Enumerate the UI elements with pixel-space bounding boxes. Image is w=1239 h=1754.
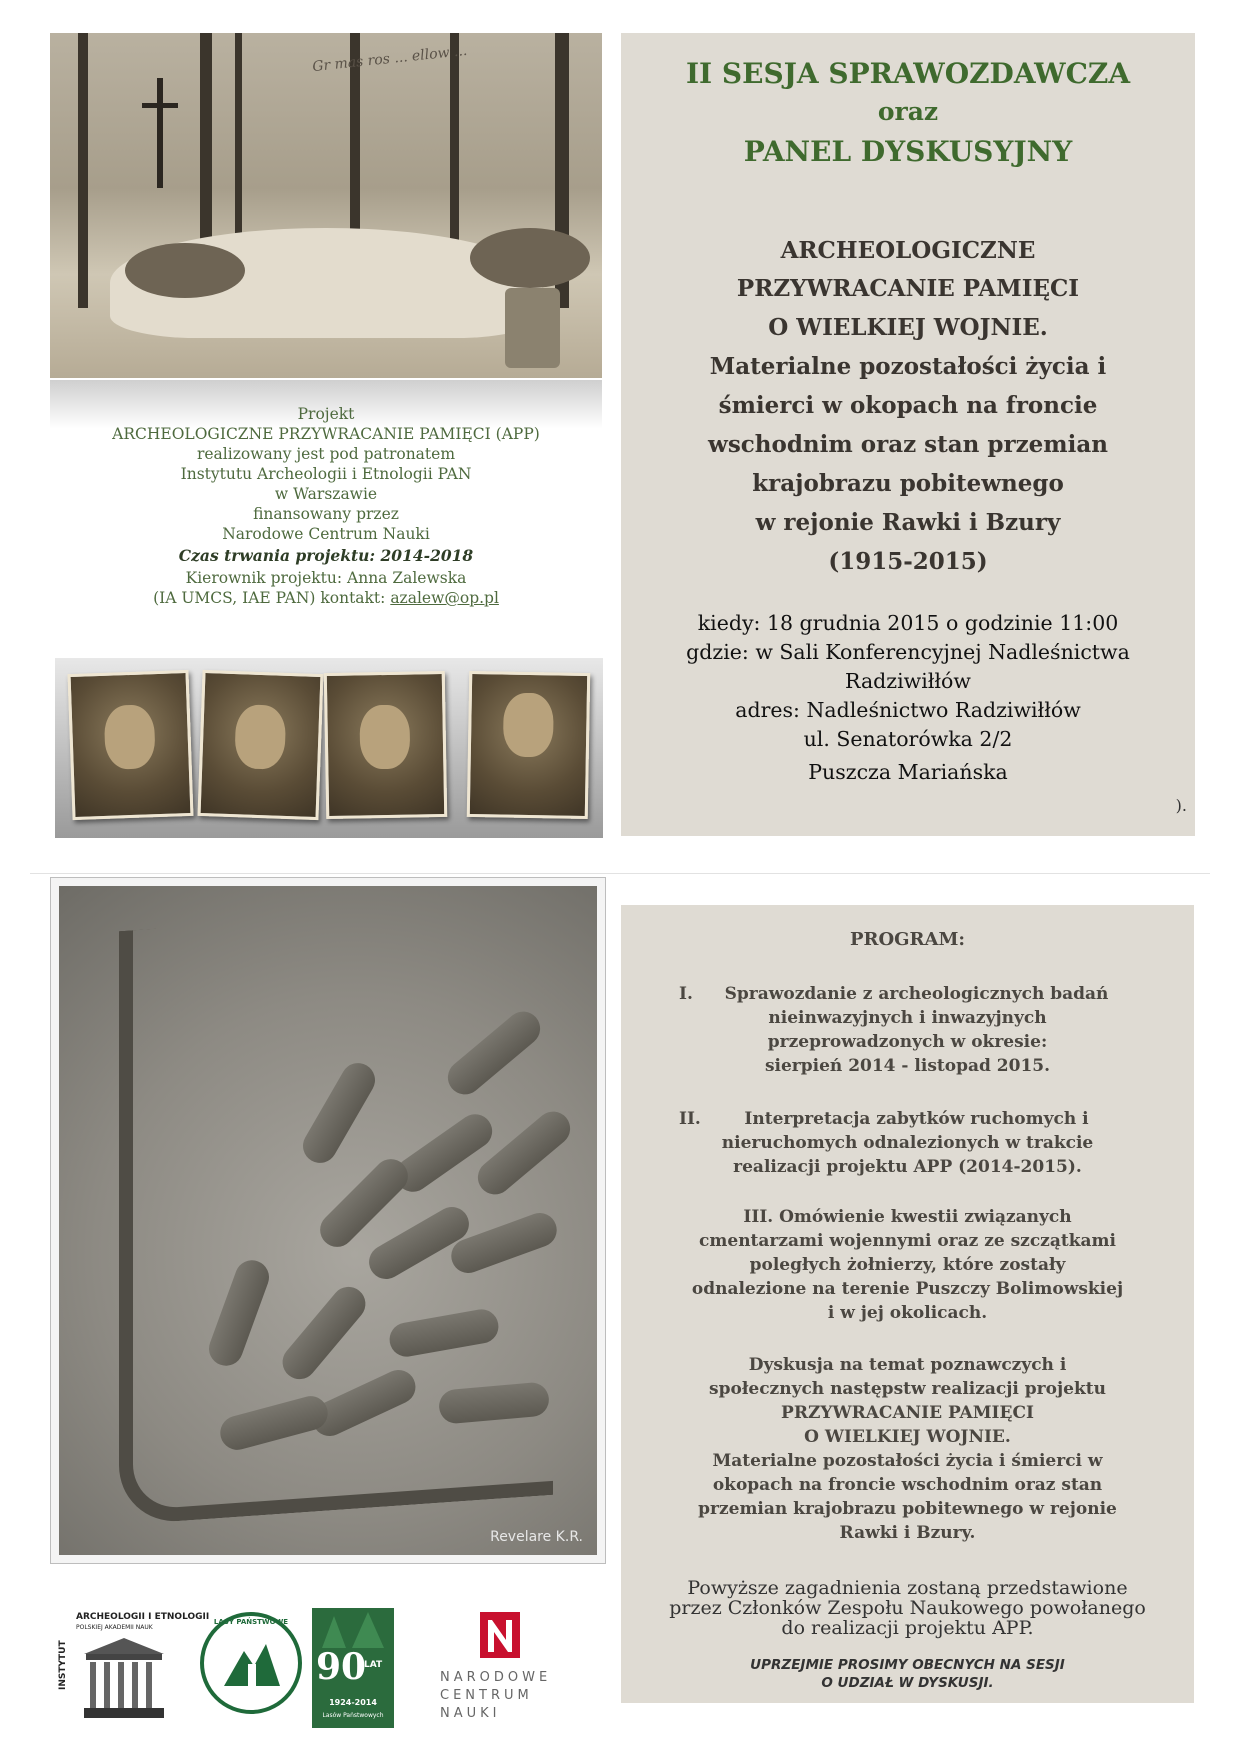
program-item-3-line: odnalezione na terenie Puszczy Bolimowskiej [691, 1279, 1124, 1299]
logo-text-vertical: INSTYTUT [58, 1640, 68, 1690]
discussion-line: przemian krajobrazu pobitewnego w rejonie [698, 1499, 1117, 1519]
program-item-3-line: i w jej okolicach. [827, 1303, 988, 1323]
page-divider [30, 873, 1210, 874]
subtitle-line: O WIELKIEJ WOJNIE. [768, 314, 1048, 341]
discussion-line: Materialne pozostałości życia i śmierci w [712, 1451, 1103, 1471]
program-item-1-line: nieinwazyjnych i inwazyjnych [768, 1008, 1047, 1028]
ninety-number: 90 [316, 1646, 367, 1688]
program-heading: PROGRAM: [849, 929, 966, 950]
discussion-line: O WIELKIEJ WOJNIE. [804, 1427, 1011, 1447]
handwritten-note: Gr mas ros ... ellow ... [311, 42, 469, 76]
subtitle-years: (1915-2015) [828, 548, 988, 575]
subtitle-line: PRZYWRACANIE PAMIĘCI [736, 275, 1080, 302]
ninety-years-logo [312, 1608, 394, 1728]
project-label: Projekt [297, 405, 355, 423]
session-title-and: oraz [877, 97, 939, 126]
project-institute: Instytutu Archeologii i Etnologii PAN [180, 465, 472, 483]
historic-cemetery-photo [50, 33, 602, 378]
discussion-line: Rawki i Bzury. [839, 1523, 976, 1543]
subtitle-line: śmierci w okopach na froncie [718, 392, 1098, 419]
tree-trunk [78, 33, 88, 308]
ncn-text: CENTRUM [440, 1688, 533, 1703]
program-item-1-line: przeprowadzonych w okresie: [767, 1032, 1048, 1052]
project-contact [50, 588, 602, 608]
photo-credit: Revelare K.R. [490, 1529, 583, 1545]
project-funder: Narodowe Centrum Nauki [222, 525, 430, 543]
building-icon [80, 1636, 168, 1722]
project-funding-label: finansowany przez [253, 505, 399, 523]
tree-icon [312, 1608, 394, 1648]
program-panel [621, 905, 1194, 1703]
discussion-line: PRZYWRACANIE PAMIĘCI [781, 1403, 1034, 1423]
panel-title: PANEL DYSKUSYJNY [743, 135, 1073, 168]
item-number: II. [679, 1109, 701, 1129]
project-duration: Czas trwania projektu: 2014-2018 [178, 546, 474, 565]
invitation: UPRZEJMIE PROSIMY OBECNYCH NA SESJI [750, 1657, 1065, 1673]
subtitle-line: w rejonie Rawki i Bzury [755, 509, 1061, 536]
ncn-emblem-icon [480, 1612, 520, 1658]
portrait-photo [67, 670, 193, 820]
project-name: ARCHEOLOGICZNE PRZYWRACANIE PAMIĘCI (APP) [112, 425, 540, 443]
lasy-panstwowe-logo [200, 1612, 302, 1714]
discussion-line: okopach na froncie wschodnim oraz stan [712, 1475, 1103, 1495]
session-info-panel [621, 33, 1195, 836]
forest-emblem-icon [204, 1616, 298, 1710]
iae-pan-logo [58, 1610, 210, 1725]
presenters-note-line: przez Członków Zespołu Naukowego powołanego [669, 1597, 1146, 1619]
project-manager: Kierownik projektu: Anna Zalewska [185, 569, 467, 587]
portrait-photo-with-dog [467, 671, 591, 819]
subtitle-line: wschodnim oraz stan przemian [708, 431, 1108, 458]
event-when: kiedy: 18 grudnia 2015 o godzinie 11:00 [697, 611, 1119, 635]
logo-text: ARCHEOLOGII I ETNOLOGII [76, 1612, 210, 1622]
item-number: I. [679, 984, 693, 1004]
subtitle-line: krajobrazu pobitewnego [752, 470, 1064, 497]
tree-stump [505, 288, 560, 368]
event-town: Puszcza Mariańska [808, 760, 1008, 784]
event-address: adres: Nadleśnictwo Radziwiłłów [735, 698, 1081, 722]
program-item-2-line: realizacji projektu APP (2014-2015). [733, 1157, 1082, 1177]
event-where-2: Radziwiłłów [845, 669, 971, 693]
event-street: ul. Senatorówka 2/2 [803, 727, 1013, 751]
ninety-lat: LAT [364, 1660, 383, 1670]
wooden-cross [157, 78, 163, 188]
ncn-logo [440, 1612, 580, 1727]
project-info-panel [50, 380, 602, 652]
subtitle-line: Materialne pozostałości życia i [709, 353, 1107, 380]
discussion-line: społecznych następstw realizacji projektu [709, 1379, 1106, 1399]
program-item-2-line: nieruchomych odnalezionych w trakcie [721, 1133, 1094, 1153]
ncn-text: NAUKI [440, 1706, 501, 1721]
portrait-photo [324, 671, 448, 819]
presenters-note-line: do realizacji projektu APP. [781, 1617, 1034, 1639]
invitation-line: O UDZIAŁ W DYSKUSJI. [821, 1675, 994, 1691]
discussion-heading: Dyskusja na temat poznawczych i [748, 1355, 1067, 1375]
lasy-logo-text: LASY PAŃSTWOWE [213, 1618, 289, 1626]
trailing-punctuation: ). [1175, 796, 1187, 815]
ninety-years: 1924-2014 [329, 1698, 377, 1707]
program-item-1-dates: sierpień 2014 - listopad 2015. [764, 1056, 1051, 1076]
portrait-photo [197, 670, 323, 820]
project-city: w Warszawie [274, 485, 378, 503]
excavation-image [59, 886, 597, 1555]
presenters-note: Powyższe zagadnienia zostaną przedstawione [687, 1577, 1128, 1599]
contact-prefix: (IA UMCS, IAE PAN) kontakt: [153, 589, 391, 607]
soldier-portraits [55, 658, 603, 838]
excavation-photo [50, 877, 606, 1564]
event-where: gdzie: w Sali Konferencyjnej Nadleśnictwa [686, 640, 1130, 664]
program-item-3: III. Omówienie kwestii związanych [743, 1207, 1072, 1227]
program-item-2: Interpretacja zabytków ruchomych i [744, 1109, 1089, 1129]
session-title: II SESJA SPRAWOZDAWCZA [685, 57, 1131, 90]
program-item-1: Sprawozdanie z archeologicznych badań [724, 984, 1109, 1004]
program-item-3-line: cmentarzami wojennymi oraz ze szczątkami [699, 1231, 1116, 1251]
program-item-3-line: poległych żołnierzy, które zostały [749, 1255, 1066, 1275]
subtitle-line: ARCHEOLOGICZNE [780, 237, 1036, 264]
grave-mound [125, 243, 245, 298]
grave-mound [470, 228, 590, 288]
email-link[interactable]: azalew@op.pl [390, 589, 499, 607]
project-patronage: realizowany jest pod patronatem [196, 445, 456, 463]
ninety-subtext: Lasów Państwowych [322, 1712, 384, 1719]
ncn-text: NARODOWE [440, 1670, 552, 1685]
logo-text: POLSKIEJ AKADEMII NAUK [76, 1624, 153, 1631]
